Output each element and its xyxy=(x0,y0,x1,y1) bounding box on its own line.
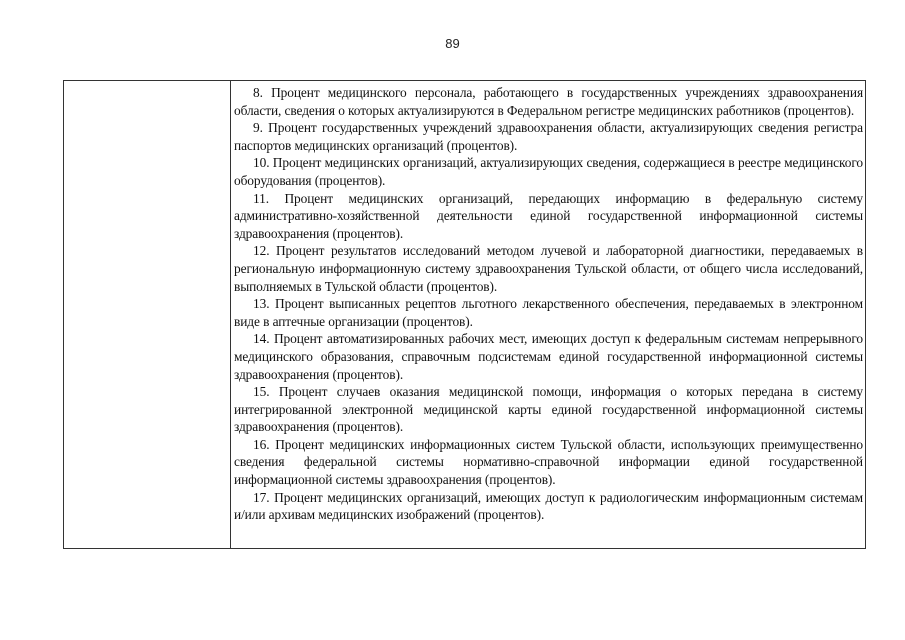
indicator-item-10: 10. Процент медицинских организаций, актуализирующих сведения, содержащиеся в реестре медицинского оборудования (процентов). xyxy=(234,155,863,188)
indicator-item-12: 12. Процент результатов исследований методом лучевой и лабораторной диагностики, передаваемых в региональную информационную систему здравоохранения Тульской области, от общего числа исследований, выполняемых в Тульской области (процентов). xyxy=(234,243,863,294)
indicator-item-14: 14. Процент автоматизированных рабочих мест, имеющих доступ к федеральным системам непрерывного медицинского образования, справочным подсистемам единой государственной информационной системы здравоохранения (процентов). xyxy=(234,331,863,382)
table-right-cell xyxy=(231,81,865,548)
indicator-item-13: 13. Процент выписанных рецептов льготного лекарственного обеспечения, передаваемых в электронном виде в аптечные организации (процентов). xyxy=(234,296,863,329)
indicator-item-17: 17. Процент медицинских организаций, имеющих доступ к радиологическим информационным системам и/или архивам медицинских изображений (процентов). xyxy=(234,489,863,523)
page-number: 89 xyxy=(445,36,460,51)
indicator-item-9: 9. Процент государственных учреждений здравоохранения области, актуализирующих сведения регистра паспортов медицинских организаций (процентов). xyxy=(234,120,863,153)
indicators-table xyxy=(63,80,866,549)
indicator-item-8: 8. Процент медицинского персонала, работающего в государственных учреждениях здравоохранения области, сведения о которых актуализируются в Федеральном регистре медицинских работников (процентов). xyxy=(234,85,863,118)
table-left-cell xyxy=(64,81,231,548)
indicator-item-16: 16. Процент медицинских информационных систем Тульской области, использующих преимущественно сведения федеральной системы нормативно-справочной информации единой государственной информационной системы здравоохранения (процентов). xyxy=(234,436,863,488)
indicator-item-11: 11. Процент медицинских организаций, передающих информацию в федеральную систему административно-хозяйственной деятельности единой государственной информационной системы здравоохранения (процентов). xyxy=(234,190,863,241)
indicator-item-15: 15. Процент случаев оказания медицинской помощи, информация о которых передана в систему интегрированной электронной медицинской карты единой государственной информационной системы здравоохранения (процентов). xyxy=(234,384,863,435)
